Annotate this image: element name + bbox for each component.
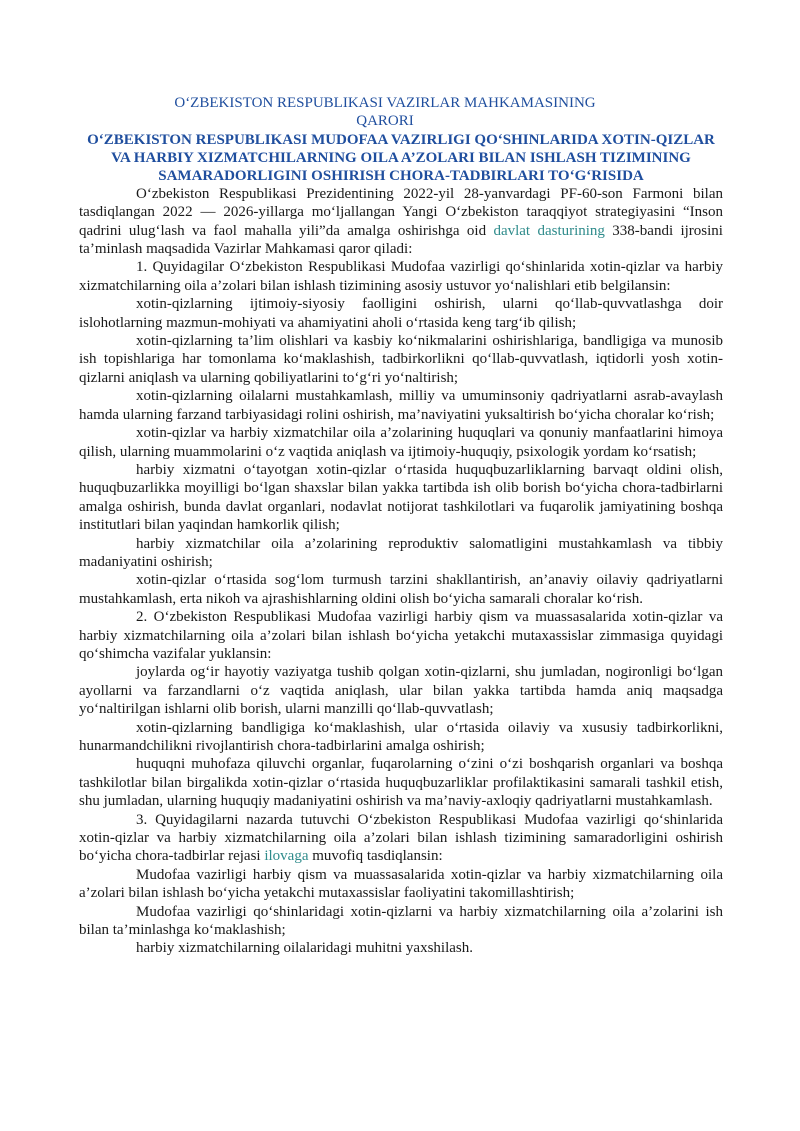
- section-2-item: huquqni muhofaza qiluvchi organlar, fuqarolarning o‘zini o‘zi boshqarish organlari va boshqa tashkilotlar bilan birgalikda xotin-qizlar o‘rtasida huquqbuzarliklar profilaktikasini samarali tashkil etish, shu jumladan, ularning huquqiy madaniyatini oshirish va ma’naviy-axloqiy qadriyatlarni mustahkamlash.: [79, 756, 723, 810]
- section-1-item: harbiy xizmatni o‘tayotgan xotin-qizlar o‘rtasida huquqbuzarliklarning barvaqt oldini olish, huquqbuzarlikka moyilligi bo‘lgan shaxslar bilan yakka tartibda ish olib borish bo‘yicha chora-tadbirlarni amalga oshirish, bunda davlat organlari, nodavlat notijorat tashkilotlari va fuqarolik jamiyatining boshqa institutlari bilan yaqindan hamkorlik qilish;: [79, 461, 723, 534]
- section-3-item: harbiy xizmatchilarning oilalaridagi muhitni yaxshilash.: [136, 940, 474, 957]
- decree-title: O‘ZBEKISTON RESPUBLIKASI MUDOFAA VAZIRLIGI QO‘SHINLARIDA XOTIN-QIZLAR VA HARBIY XIZMATCHILARNING OILA A’ZOLARI BILAN ISHLASH TIZIMINING SAMARADORLIGINI OSHIRISH CHORA-TADBIRLARI TO‘G‘RISIDA: [87, 131, 715, 184]
- section-2-item: xotin-qizlarning bandligiga ko‘maklashish, ular o‘rtasida oilaviy va xususiy tadbirkorlikni, hunarmandchilikni rivojlantirish chora-tadbirlarini amalga oshirish;: [79, 719, 723, 754]
- state-program-link[interactable]: davlat dasturining: [493, 222, 605, 239]
- document-page: [79, 94, 723, 958]
- document-type: QARORI: [356, 113, 414, 130]
- preamble-paragraph: O‘zbekiston Respublikasi Prezidentining 2022-yil 28-yanvardagi PF-60-son Farmoni bilan tasdiqlangan 2022 — 2026-yillarga mo‘ljallangan Yangi O‘zbekiston taraqqiyot strategiyasini “Inson qadrini ulug‘lash va faol mahalla yili”da amalga oshirishga oid davlat dasturining 338-bandi ijrosini ta’minlash maqsadida Vazirlar Mahkamasi qaror qiladi:: [79, 185, 723, 258]
- section-1-heading: 1. Quyidagilar O‘zbekiston Respublikasi Mudofaa vazirligi qo‘shinlarida xotin-qizlar va harbiy xizmatchilarning oila a’zolari bilan ishlash tizimining asosiy ustuvor yo‘nalishlari etib belgilansin:: [79, 259, 723, 294]
- section-2-item: joylarda og‘ir hayotiy vaziyatga tushib qolgan xotin-qizlarni, shu jumladan, nogironligi bo‘lgan ayollarni va farzandlarni o‘z vaqtida aniqlash, ular bilan yakka tartibda hamda aniq maqsadga yo‘naltirilgan ishlarni olib borish, ularni manzilli qo‘llab-quvvatlash;: [79, 664, 723, 718]
- section-1-item: xotin-qizlar va harbiy xizmatchilar oila a’zolarining huquqlari va qonuniy manfaatlarini himoya qilish, ularning muammolarini o‘z vaqtida aniqlash va ijtimoiy-huquqiy, psixologik yordam ko‘rsatish;: [79, 425, 723, 460]
- section-3-item: Mudofaa vazirligi qo‘shinlaridagi xotin-qizlarni va harbiy xizmatchilarning oila a’zolarini ish bilan ta’minlashga ko‘maklashish;: [79, 903, 723, 939]
- issuing-authority: O‘ZBEKISTON RESPUBLIKASI VAZIRLAR MAHKAMASINING: [174, 95, 596, 111]
- section-1-item: xotin-qizlarning oilalarni mustahkamlash, milliy va umuminsoniy qadriyatlarni asrab-avaylash hamda ularning farzand tarbiyasidagi rolini oshirish, ma’naviyatini yuksaltirish bo‘yicha choralar ko‘rish;: [79, 388, 723, 423]
- section-3-heading: 3. Quyidagilarni nazarda tutuvchi O‘zbekiston Respublikasi Mudofaa vazirligi qo‘shinlarida xotin-qizlar va harbiy xizmatchilarning oila a’zolari bilan ishlash tizimining samaradorligini oshirish bo‘yicha chora-tadbirlar rejasi ilovaga muvofiq tasdiqlansin:: [79, 811, 723, 865]
- section-3-item: Mudofaa vazirligi harbiy qism va muassasalarida xotin-qizlar va harbiy xizmatchilarning oila a’zolari bilan ishlash bo‘yicha yetakchi mutaxassislar faoliyatini takomillashtirish;: [79, 866, 723, 902]
- section-1-item: xotin-qizlarning ijtimoiy-siyosiy faolligini oshirish, ularni qo‘llab-quvvatlashga doir islohotlarning mazmun-mohiyati va ahamiyatini aholi o‘rtasida keng targ‘ib qilish;: [79, 296, 723, 331]
- section-1-item: harbiy xizmatchilar oila a’zolarining reproduktiv salomatligini mustahkamlash va tibbiy madaniyatini oshirish;: [79, 535, 723, 570]
- section-2-heading: 2. O‘zbekiston Respublikasi Mudofaa vazirligi harbiy qism va muassasalarida xotin-qizlar va harbiy xizmatchilarning oila a’zolari bilan ishlash bo‘yicha yetakchi mutaxassislar zimmasiga quyidagi qo‘shimcha vazifalar yuklansin:: [79, 609, 723, 662]
- section-1-item: xotin-qizlar o‘rtasida sog‘lom turmush tarzini shakllantirish, an’anaviy oilaviy qadriyatlarni mustahkamlash, erta nikoh va ajrashishlarning oldini olish bo‘yicha samarali choralar ko‘rish.: [79, 572, 723, 607]
- appendix-link[interactable]: ilovaga: [264, 848, 309, 865]
- section-1-item: xotin-qizlarning ta’lim olishlari va kasbiy ko‘nikmalarini oshirishlariga, bandligiga va munosib ish topishlariga har tomonlama ko‘maklashish, tadbirkorlikni qo‘llab-quvvatlash, iqtidorli yosh xotin-qizlarni aniqlash va ularning qobiliyatlarini to‘g‘ri yo‘naltirish;: [79, 333, 723, 386]
